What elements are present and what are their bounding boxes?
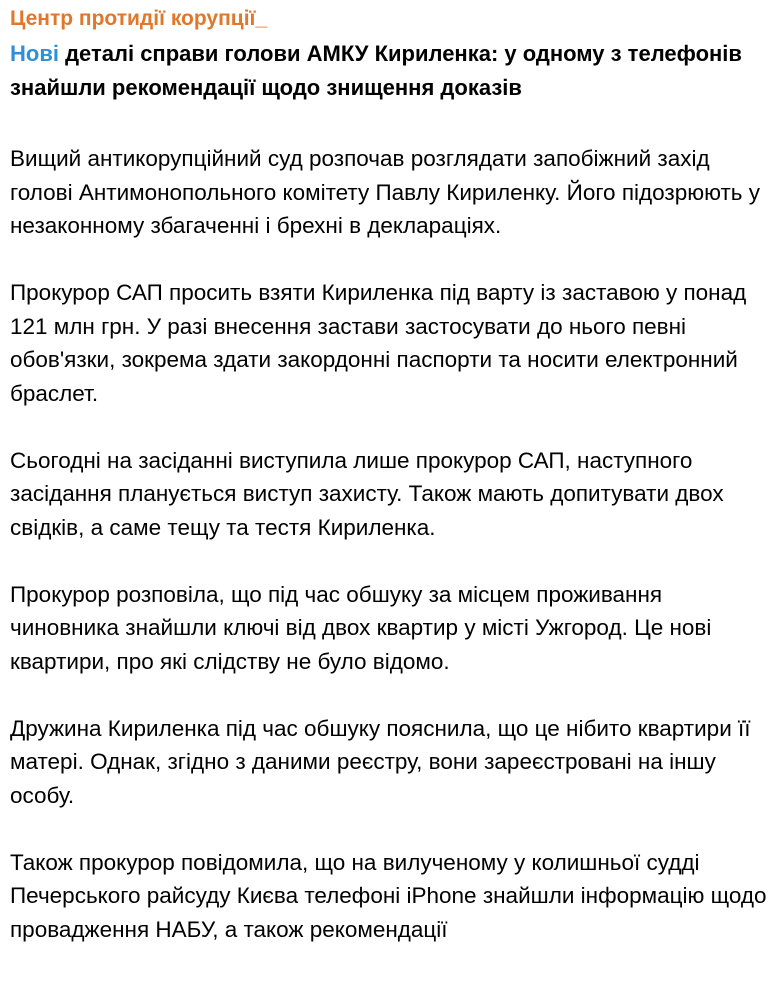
headline <box>10 37 775 105</box>
paragraph-5: Дружина Кириленка під час обшуку пояснила, що це нібито квартири її матері. Однак, згідно з даними реєстру, вони зареєстровані на іншу особу. <box>10 715 751 808</box>
paragraph-6: Також прокурор повідомила, що на вилученому у колишньої судді Печерського райсуду Києва телефоні iPhone знайшли інформацію щодо провадження НАБУ, а також рекомендації <box>10 849 767 942</box>
headline-text: деталі справи голови АМКУ Кириленка: у одному з телефонів знайшли рекомендації щодо знищення доказів <box>10 41 742 100</box>
message-post <box>10 0 775 980</box>
paragraph-3: Сьогодні на засіданні виступила лише прокурор САП, наступного засідання планується виступ захисту. Також мають допитувати двох свідків, а саме тещу та тестя Кириленка. <box>10 447 724 540</box>
paragraph-1: Вищий антикорупційний суд розпочав розглядати запобіжний захід голові Антимонопольного комітету Павлу Кириленку. Його підозрюють у незаконному збагаченні і брехні в деклараціях. <box>10 146 761 238</box>
headline-link[interactable]: Нові <box>10 41 59 66</box>
paragraph-2: Прокурор САП просить взяти Кириленка під варту із заставою у понад 121 млн грн. У разі внесення застави застосувати до нього певні обов'язки, зокрема здати закордонні паспорти та носити електронний браслет. <box>10 280 747 406</box>
channel-name[interactable]: Центр протидії корупції_ <box>10 7 268 30</box>
paragraph-4: Прокурор розповіла, що під час обшуку за місцем проживання чиновника знайшли ключі від двох квартир у місті Ужгород. Це нові квартири, про які слідству не було відомо. <box>10 581 712 674</box>
